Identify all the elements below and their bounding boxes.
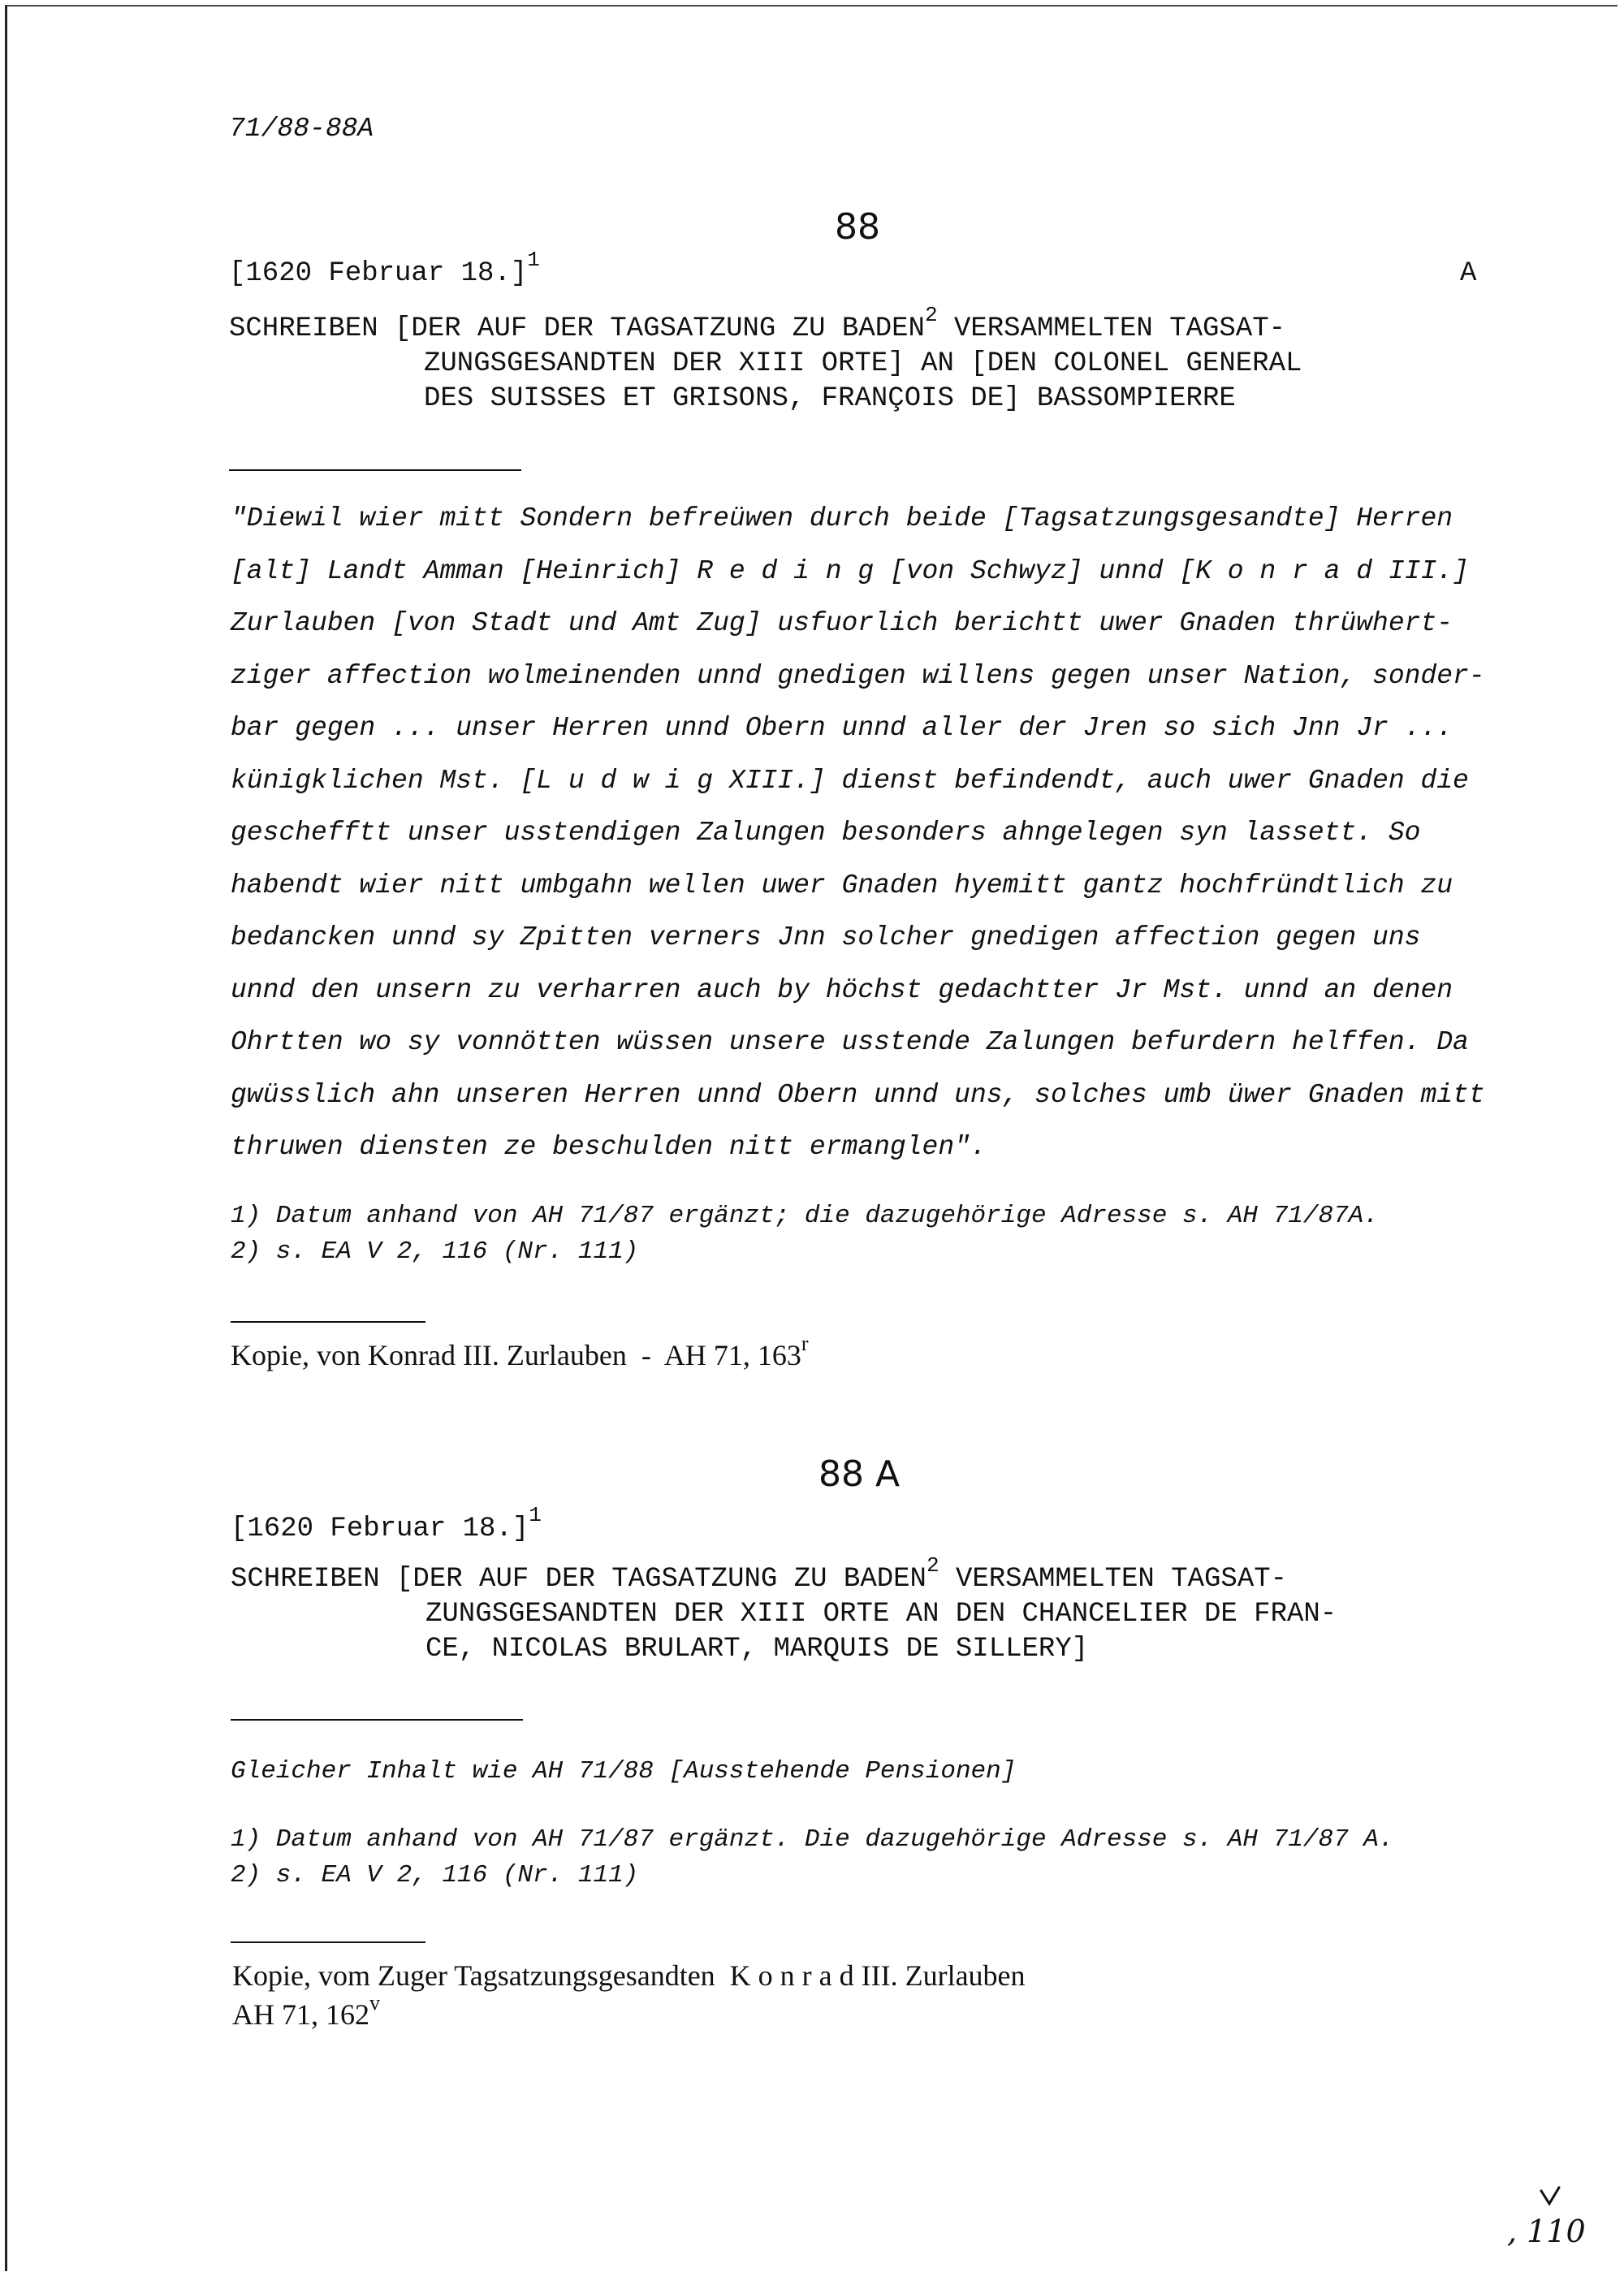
- doc88a-footnote-2: 2) s. EA V 2, 116 (Nr. 111): [231, 1861, 639, 1889]
- doc88-source-folio-mark: r: [801, 1332, 809, 1355]
- doc88-date: [229, 248, 540, 289]
- doc88-title-1a: SCHREIBEN [DER AUF DER TAGSATZUNG ZU BADEN: [229, 313, 925, 344]
- quote-line: "Diewil wier mitt Sondern befreüwen durch beide [Tagsatzungsgesandte] Herren: [231, 503, 1453, 533]
- doc88a-footnote-1: 1) Datum anhand von AH 71/87 ergänzt. Die dazugehörige Adresse s. AH 71/87 A.: [231, 1825, 1394, 1854]
- doc88-source-separator: [231, 1321, 425, 1323]
- doc88a-source-folio: AH 71, 162: [232, 1998, 369, 2031]
- doc88a-source-line-2: [232, 1991, 380, 2032]
- doc88a-number: 88 A: [818, 1453, 901, 1495]
- doc88-source-text: Kopie, von Konrad III. Zurlauben - AH 71, 163: [231, 1339, 801, 1371]
- quote-line: habendt wier nitt umbgahn wellen uwer Gnaden hyemitt gantz hochfründtlich zu: [231, 870, 1453, 900]
- doc88-source: [231, 1332, 809, 1372]
- doc88-title-line-2: ZUNGSGESANDTEN DER XIII ORTE] AN [DEN COLONEL GENERAL: [424, 348, 1302, 379]
- doc88a-title-1a: SCHREIBEN [DER AUF DER TAGSATZUNG ZU BADEN: [231, 1564, 926, 1595]
- quote-line: unnd den unsern zu verharren auch by höchst gedachtter Jr Mst. unnd an denen: [231, 975, 1453, 1005]
- doc88-title-line-3: DES SUISSES ET GRISONS, FRANÇOIS DE] BASSOMPIERRE: [424, 383, 1236, 414]
- doc88a-source-line-1: Kopie, vom Zuger Tagsatzungsgesandten K o n r a d III. Zurlauben: [232, 1959, 1026, 1992]
- doc88-title-footnote-mark: 2: [924, 303, 938, 327]
- doc88-title-1b: VERSAMMELTEN TAGSAT-: [937, 313, 1286, 344]
- quote-line: bedancken unnd sy Zpitten verners Jnn solcher gnedigen affection gegen uns: [231, 922, 1421, 952]
- quote-line: ziger affection wolmeinenden unnd gnedigen willens gegen unser Nation, sonder-: [231, 661, 1485, 691]
- quote-line: thruwen diensten ze beschulden nitt ermanglen".: [231, 1132, 987, 1162]
- doc88-footnote-2: 2) s. EA V 2, 116 (Nr. 111): [231, 1237, 639, 1266]
- page-mark-number: , 110: [1507, 2213, 1586, 2249]
- quote-line: [alt] Landt Amman [Heinrich] R e d i n g [von Schwyz] unnd [K o n r a d III.]: [231, 556, 1469, 586]
- quote-line: Ohrtten wo sy vonnötten wüssen unsere usstende Zalungen befurdern helffen. Da: [231, 1027, 1469, 1057]
- doc88a-title-line-1: [231, 1553, 1288, 1595]
- doc88-date-footnote-mark: 1: [527, 248, 540, 272]
- archive-reference: 71/88-88A: [229, 114, 374, 144]
- doc88a-source-folio-mark: v: [369, 1991, 380, 2015]
- doc88-title-line-1: [229, 303, 1286, 344]
- doc88-separator: [229, 469, 521, 471]
- doc88a-title-line-2: ZUNGSGESANDTEN DER XIII ORTE AN DEN CHANCELIER DE FRAN-: [425, 1599, 1337, 1630]
- doc88a-title-1b: VERSAMMELTEN TAGSAT-: [939, 1564, 1288, 1595]
- quote-line: Zurlauben [von Stadt und Amt Zug] usfuorlich berichtt uwer Gnaden thrüwhert-: [231, 608, 1453, 638]
- doc88-marker: A: [1460, 258, 1477, 289]
- doc88a-title-footnote-mark: 2: [926, 1553, 939, 1578]
- quote-line: gwüsslich ahn unseren Herren unnd Obern unnd uns, solches umb üwer Gnaden mitt: [231, 1080, 1485, 1110]
- doc88-number: 88: [835, 206, 880, 248]
- doc88a-date-footnote-mark: 1: [529, 1503, 542, 1527]
- doc88-date-text: [1620 Februar 18.]: [229, 258, 528, 289]
- quote-line: künigklichen Mst. [L u d w i g XIII.] dienst befindendt, auch uwer Gnaden die: [231, 766, 1469, 796]
- doc88a-source-separator: [231, 1941, 425, 1943]
- doc88a-content: Gleicher Inhalt wie AH 71/88 [Ausstehende Pensionen]: [231, 1757, 1017, 1786]
- doc88a-date-text: [1620 Februar 18.]: [231, 1514, 529, 1544]
- doc88a-date: [231, 1503, 542, 1544]
- doc88a-separator: [231, 1719, 523, 1721]
- quote-line: geschefftt unser usstendigen Zalungen besonders ahngelegen syn lassett. So: [231, 818, 1421, 848]
- doc88a-title-line-3: CE, NICOLAS BRULART, MARQUIS DE SILLERY]: [425, 1634, 1089, 1665]
- doc88-footnote-1: 1) Datum anhand von AH 71/87 ergänzt; die dazugehörige Adresse s. AH 71/87A.: [231, 1202, 1379, 1230]
- quote-line: bar gegen ... unser Herren unnd Obern unnd aller der Jren so sich Jnn Jr ...: [231, 713, 1453, 743]
